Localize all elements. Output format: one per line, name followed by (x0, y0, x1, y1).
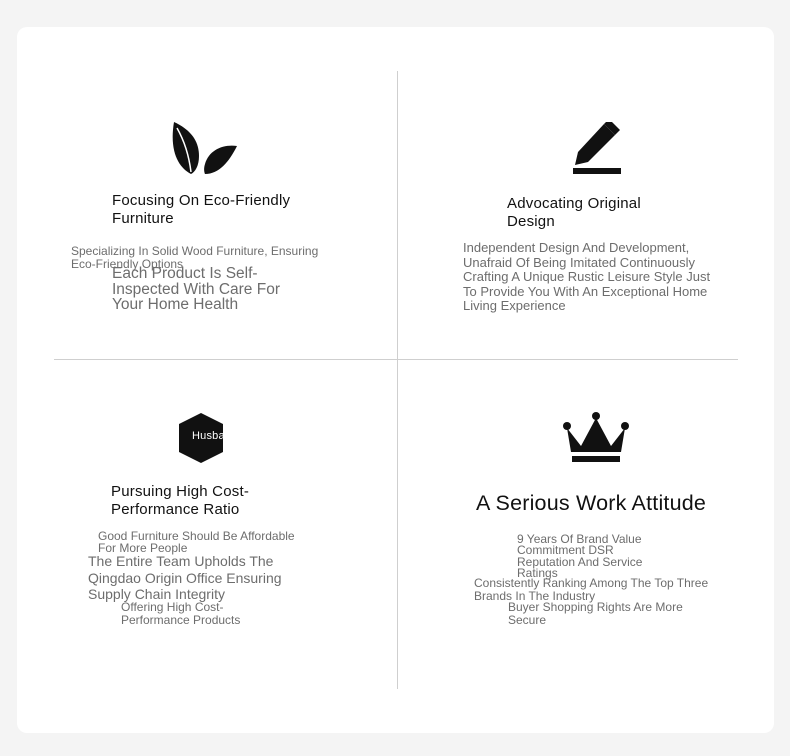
crown-icon (563, 412, 629, 464)
feature-text-cost-2: The Entire Team Upholds The Qingdao Origin Office Ensuring Supply Chain Integrity (88, 553, 282, 602)
feature-title-cost: Pursuing High Cost-Performance Ratio (111, 483, 250, 518)
feature-text-attitude-2: Consistently Ranking Among The Top Three Brands In The Industry (474, 576, 709, 603)
feature-title-eco: Focusing On Eco-Friendly Furniture (112, 192, 291, 227)
feature-title-design: Advocating Original Design (507, 195, 641, 230)
vertical-divider (397, 71, 398, 689)
feature-title-attitude: A Serious Work Attitude (476, 491, 707, 515)
feature-text-cost-3: Offering High Cost-Performance Products (121, 600, 241, 627)
feature-text-design-1: Independent Design And Development, Unafraid Of Being Imitated Continuously Crafting A Unique Rustic Leisure Style Just To Provide You With An Exceptional Home Living Experience (463, 240, 711, 313)
feature-text-eco-2: Each Product Is Self-Inspected With Care For Your Home Health (112, 265, 280, 313)
leaf-icon (171, 122, 237, 174)
edit-pencil-icon (571, 122, 623, 176)
feature-text-attitude-3: Buyer Shopping Rights Are More Secure (508, 600, 683, 627)
feature-text-attitude-1: 9 Years Of Brand Value Commitment DSR Reputation And Service Ratings (517, 532, 643, 580)
feature-text-cost-1: Good Furniture Should Be Affordable For More People (98, 529, 295, 555)
features-card (17, 27, 774, 733)
feature-text-eco-1: Specializing In Solid Wood Furniture, Ensuring Eco-Friendly Options (71, 244, 319, 271)
hexagon-label: Husband (192, 430, 238, 442)
horizontal-divider (54, 359, 738, 360)
